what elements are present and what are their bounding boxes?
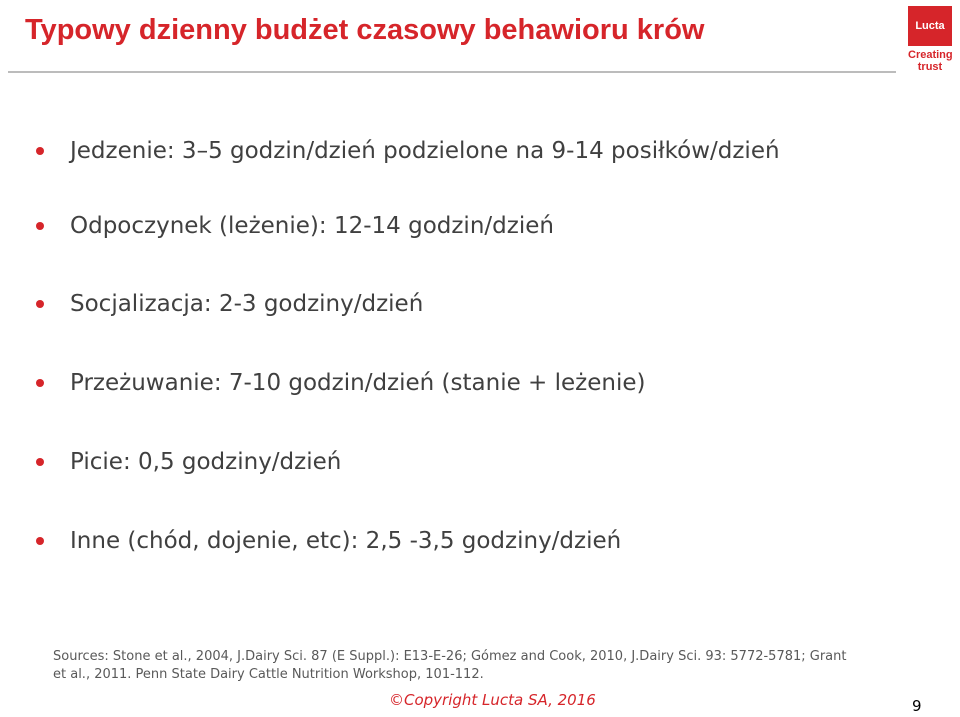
bullet-text: Przeżuwanie: 7-10 godzin/dzień (stanie + leżenie): [70, 370, 646, 396]
bullet-dot-icon: [36, 222, 44, 230]
bullet-dot-icon: [36, 537, 44, 545]
page-number: 9: [912, 697, 922, 715]
logo-tagline-line1: Creating: [908, 49, 953, 61]
title-divider: [8, 71, 896, 73]
bullet-text: Inne (chód, dojenie, etc): 2,5 -3,5 godziny/dzień: [70, 528, 622, 554]
bullet-text: Socjalizacja: 2-3 godziny/dzień: [70, 291, 424, 317]
sources-line: Sources: Stone et al., 2004, J.Dairy Sci. 87 (E Suppl.): E13-E-26; Gómez and Cook, 2010, J.Dairy Sci. 93: 5772-5781; Grant: [53, 649, 847, 664]
bullet-dot-icon: [36, 147, 44, 155]
sources-note: [53, 648, 933, 684]
bullet-dot-icon: [36, 379, 44, 387]
copyright-notice: ©Copyright Lucta SA, 2016: [389, 691, 596, 709]
bullet-text: Picie: 0,5 godziny/dzień: [70, 449, 342, 475]
slide-title: Typowy dzienny budżet czasowy behawioru krów: [25, 14, 705, 46]
lucta-logo: [908, 6, 952, 73]
bullet-text: Odpoczynek (leżenie): 12-14 godzin/dzień: [70, 213, 554, 239]
bullet-text: Jedzenie: 3–5 godzin/dzień podzielone na 9-14 posiłków/dzień: [70, 138, 780, 164]
bullet-dot-icon: [36, 458, 44, 466]
sources-line: et al., 2011. Penn State Dairy Cattle Nutrition Workshop, 101-112.: [53, 667, 484, 682]
logo-tagline: [908, 49, 952, 73]
logo-brand-box: Lucta: [908, 6, 952, 46]
logo-tagline-line2: trust: [917, 61, 943, 73]
bullet-dot-icon: [36, 300, 44, 308]
